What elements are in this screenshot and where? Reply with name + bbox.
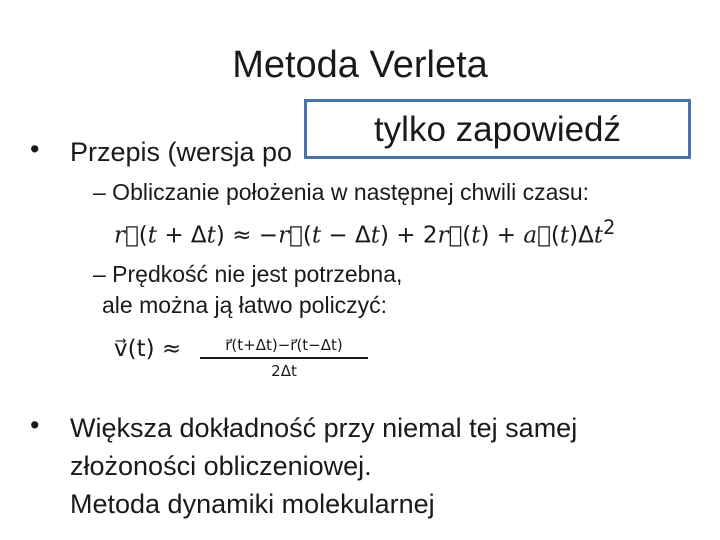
fraction-bar <box>200 357 368 359</box>
callout-text: tylko zapowiedź <box>373 110 622 149</box>
formula-velocity-lhs: v⃗(t) ≈ <box>114 336 182 362</box>
bullet-accuracy-line-3: Metoda dynamiki molekularnej <box>70 489 435 519</box>
callout-box <box>304 99 691 159</box>
bullet-recipe: Przepis (wersja po <box>70 137 293 167</box>
bullet-dot: • <box>30 134 40 164</box>
formula-position: r⃗(t + Δt) ≈ −r⃗(t − Δt) + 2r⃗(t) + $a⃗(t)\Delta t^2$ <box>114 216 616 249</box>
sub-bullet-velocity-line-1: – Prędkość nie jest potrzebna, <box>93 261 403 287</box>
bullet-dot: • <box>30 410 40 440</box>
formula-velocity-fraction <box>200 336 368 380</box>
bullet-accuracy-line-1: Większa dokładność przy niemal tej samej <box>70 413 578 443</box>
bullet-accuracy-line-2: złożoności obliczeniowej. <box>70 451 372 481</box>
sub-bullet-position: – Obliczanie położenia w następnej chwili czasu: <box>93 179 590 205</box>
slide-title: Metoda Verleta <box>232 44 488 86</box>
fraction-denominator: 2Δt <box>271 361 297 380</box>
sub-bullet-velocity-line-2: ale można ją łatwo policzyć: <box>102 292 388 318</box>
fraction-numerator: r⃗(t+Δt)−r⃗(t−Δt) <box>225 336 343 354</box>
